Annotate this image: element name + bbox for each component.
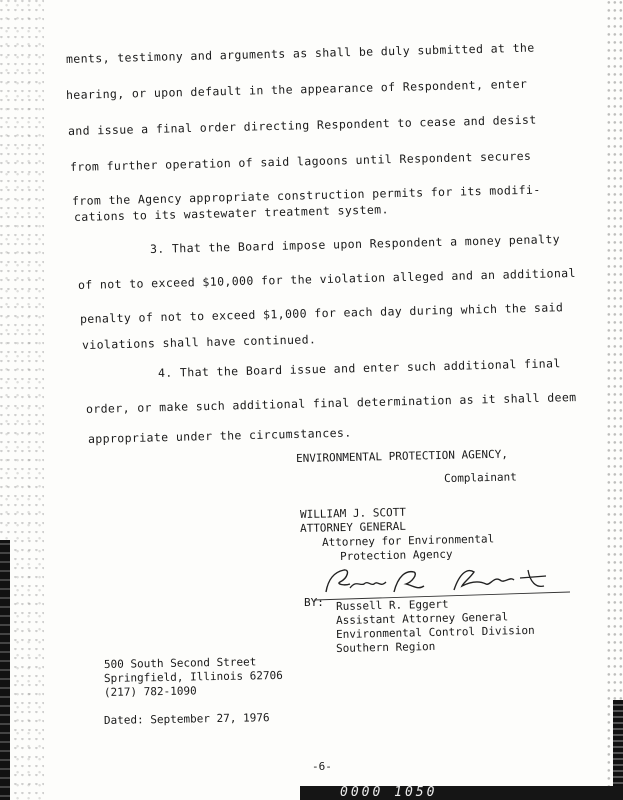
agency-name: ENVIRONMENTAL PROTECTION AGENCY,	[295, 447, 509, 465]
para3-line-1: 3. That the Board impose upon Respondent a money penalty	[149, 231, 561, 256]
signer-name: Russell R. Eggert	[335, 597, 449, 613]
address-street: 500 South Second Street	[103, 655, 257, 671]
dated-line: Dated: September 27, 1976	[103, 711, 270, 727]
scan-edge-shadow-left	[0, 540, 10, 800]
para4-line-1: 4. That the Board issue and enter such additional final	[157, 356, 561, 380]
by-label: BY:	[304, 596, 324, 609]
attorney-general-title: ATTORNEY GENERAL	[299, 519, 407, 535]
page-number: -6-	[312, 760, 332, 773]
para4-line-3: appropriate under the circumstances.	[87, 425, 352, 446]
signer-title: Assistant Attorney General	[335, 610, 509, 627]
signer-division: Environmental Control Division	[335, 623, 535, 641]
body-line-5: from the Agency appropriate construction permits for its modifi-	[71, 182, 541, 208]
body-line-1: ments, testimony and arguments as shall be duly submitted at the	[65, 40, 535, 66]
body-line-2: hearing, or upon default in the appearance of Respondent, enter	[65, 76, 528, 102]
para3-line-4: violations shall have continued.	[81, 332, 317, 352]
bates-number: 0000 1050	[340, 785, 438, 800]
scan-noise-right	[607, 0, 623, 800]
complainant-label: Complainant	[443, 470, 517, 485]
address-city: Springfield, Illinois 62706	[103, 668, 283, 685]
attorney-for-line: Attorney for Environmental	[321, 532, 495, 549]
body-line-4: from further operation of said lagoons until Respondent secures	[69, 148, 532, 174]
signer-region: Southern Region	[335, 639, 436, 655]
attorney-general-name: WILLIAM J. SCOTT	[299, 505, 407, 521]
agency-line: Protection Agency	[339, 547, 453, 563]
para4-line-2: order, or make such additional final determination as it shall deem	[85, 390, 577, 416]
scan-edge-shadow-right	[613, 700, 623, 800]
bates-strip	[300, 786, 623, 800]
para3-line-2: of not to exceed $10,000 for the violation alleged and an additional	[77, 265, 577, 292]
para3-line-3: penalty of not to exceed $1,000 for each day during which the said	[79, 300, 564, 326]
body-line-6: cations to its wastewater treatment system.	[73, 202, 389, 224]
body-line-3: and issue a final order directing Respondent to cease and desist	[67, 112, 537, 138]
address-phone: (217) 782-1090	[103, 684, 197, 699]
